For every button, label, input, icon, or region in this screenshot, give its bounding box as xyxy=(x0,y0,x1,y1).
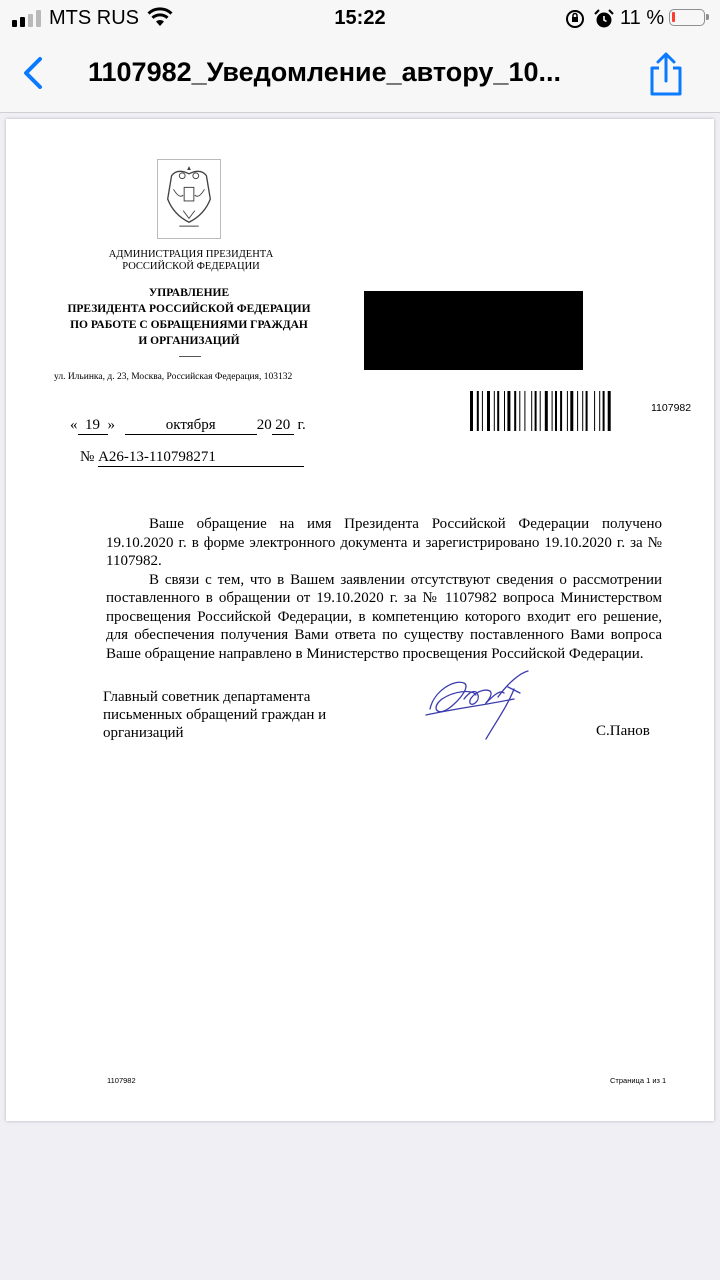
pdf-viewer[interactable] xyxy=(0,113,720,1280)
registration-number-value: А26-13-110798271 xyxy=(98,449,304,467)
document-date: « 19 » октября 20 20 г. xyxy=(70,417,306,433)
rotation-lock-icon xyxy=(565,9,585,29)
share-button[interactable] xyxy=(644,50,688,98)
back-button[interactable] xyxy=(16,52,56,96)
barcode xyxy=(470,391,646,431)
paragraph: В связи с тем, что в Вашем заявлении отсутствуют сведения о рассмотрении поставленного в обращении от 19.10.2020 г. за № 1107982 вопроса Министерством просвещения Российской Федерации, в компетенцию которого входит его решение, для обеспечения получения Вами ответа по существу поставленного Вами вопроса Ваше обращение направлено в Министерство просвещения Российской Федерации. xyxy=(106,571,662,662)
coat-of-arms-emblem xyxy=(157,159,221,239)
battery-percent: 11 % xyxy=(620,7,665,29)
paragraph: Ваше обращение на имя Президента Российской Федерации получено 19.10.2020 г. в форме электронного документа и зарегистрировано 19.10.2020 г. за № 1107982. xyxy=(106,516,662,569)
chevron-left-icon xyxy=(16,52,56,96)
signer-name: С.Панов xyxy=(596,723,650,739)
letter-body xyxy=(106,515,662,663)
signer-title: Главный советник департамента письменных обращений граждан и организаций xyxy=(103,689,327,741)
header-divider xyxy=(179,356,201,357)
handwritten-signature xyxy=(424,669,544,743)
barcode-number: 1107982 xyxy=(651,402,692,414)
status-time: 15:22 xyxy=(334,7,386,29)
share-icon xyxy=(644,50,688,98)
status-bar xyxy=(0,0,720,38)
document-page xyxy=(6,119,714,1121)
office-address: ул. Ильинка, д. 23, Москва, Российская Федерация, 103132 xyxy=(54,372,293,382)
redacted-recipient-block xyxy=(364,291,583,370)
battery-fill xyxy=(672,12,675,22)
battery-icon xyxy=(669,9,705,26)
navigation-bar xyxy=(0,38,720,113)
date-month: октября xyxy=(125,417,257,435)
document-title: 1107982_Уведомление_автору_10... xyxy=(88,57,561,87)
footer-document-id: 1107982 xyxy=(107,1076,136,1085)
department-header: УПРАВЛЕНИЕ ПРЕЗИДЕНТА РОССИЙСКОЙ ФЕДЕРАЦИИ ПО РАБОТЕ С ОБРАЩЕНИЯМИ ГРАЖДАН И ОРГАНИЗАЦИЙ xyxy=(67,287,311,347)
carrier-name: MTS RUS xyxy=(49,7,139,29)
date-day: 19 xyxy=(78,417,108,435)
date-year: 20 xyxy=(272,417,294,435)
registration-number: № А26-13-110798271 xyxy=(80,449,304,467)
alarm-icon xyxy=(593,8,615,30)
administration-header: АДМИНИСТРАЦИЯ ПРЕЗИДЕНТА РОССИЙСКОЙ ФЕДЕРАЦИИ xyxy=(108,249,274,272)
footer-page-number: Страница 1 из 1 xyxy=(610,1076,667,1085)
